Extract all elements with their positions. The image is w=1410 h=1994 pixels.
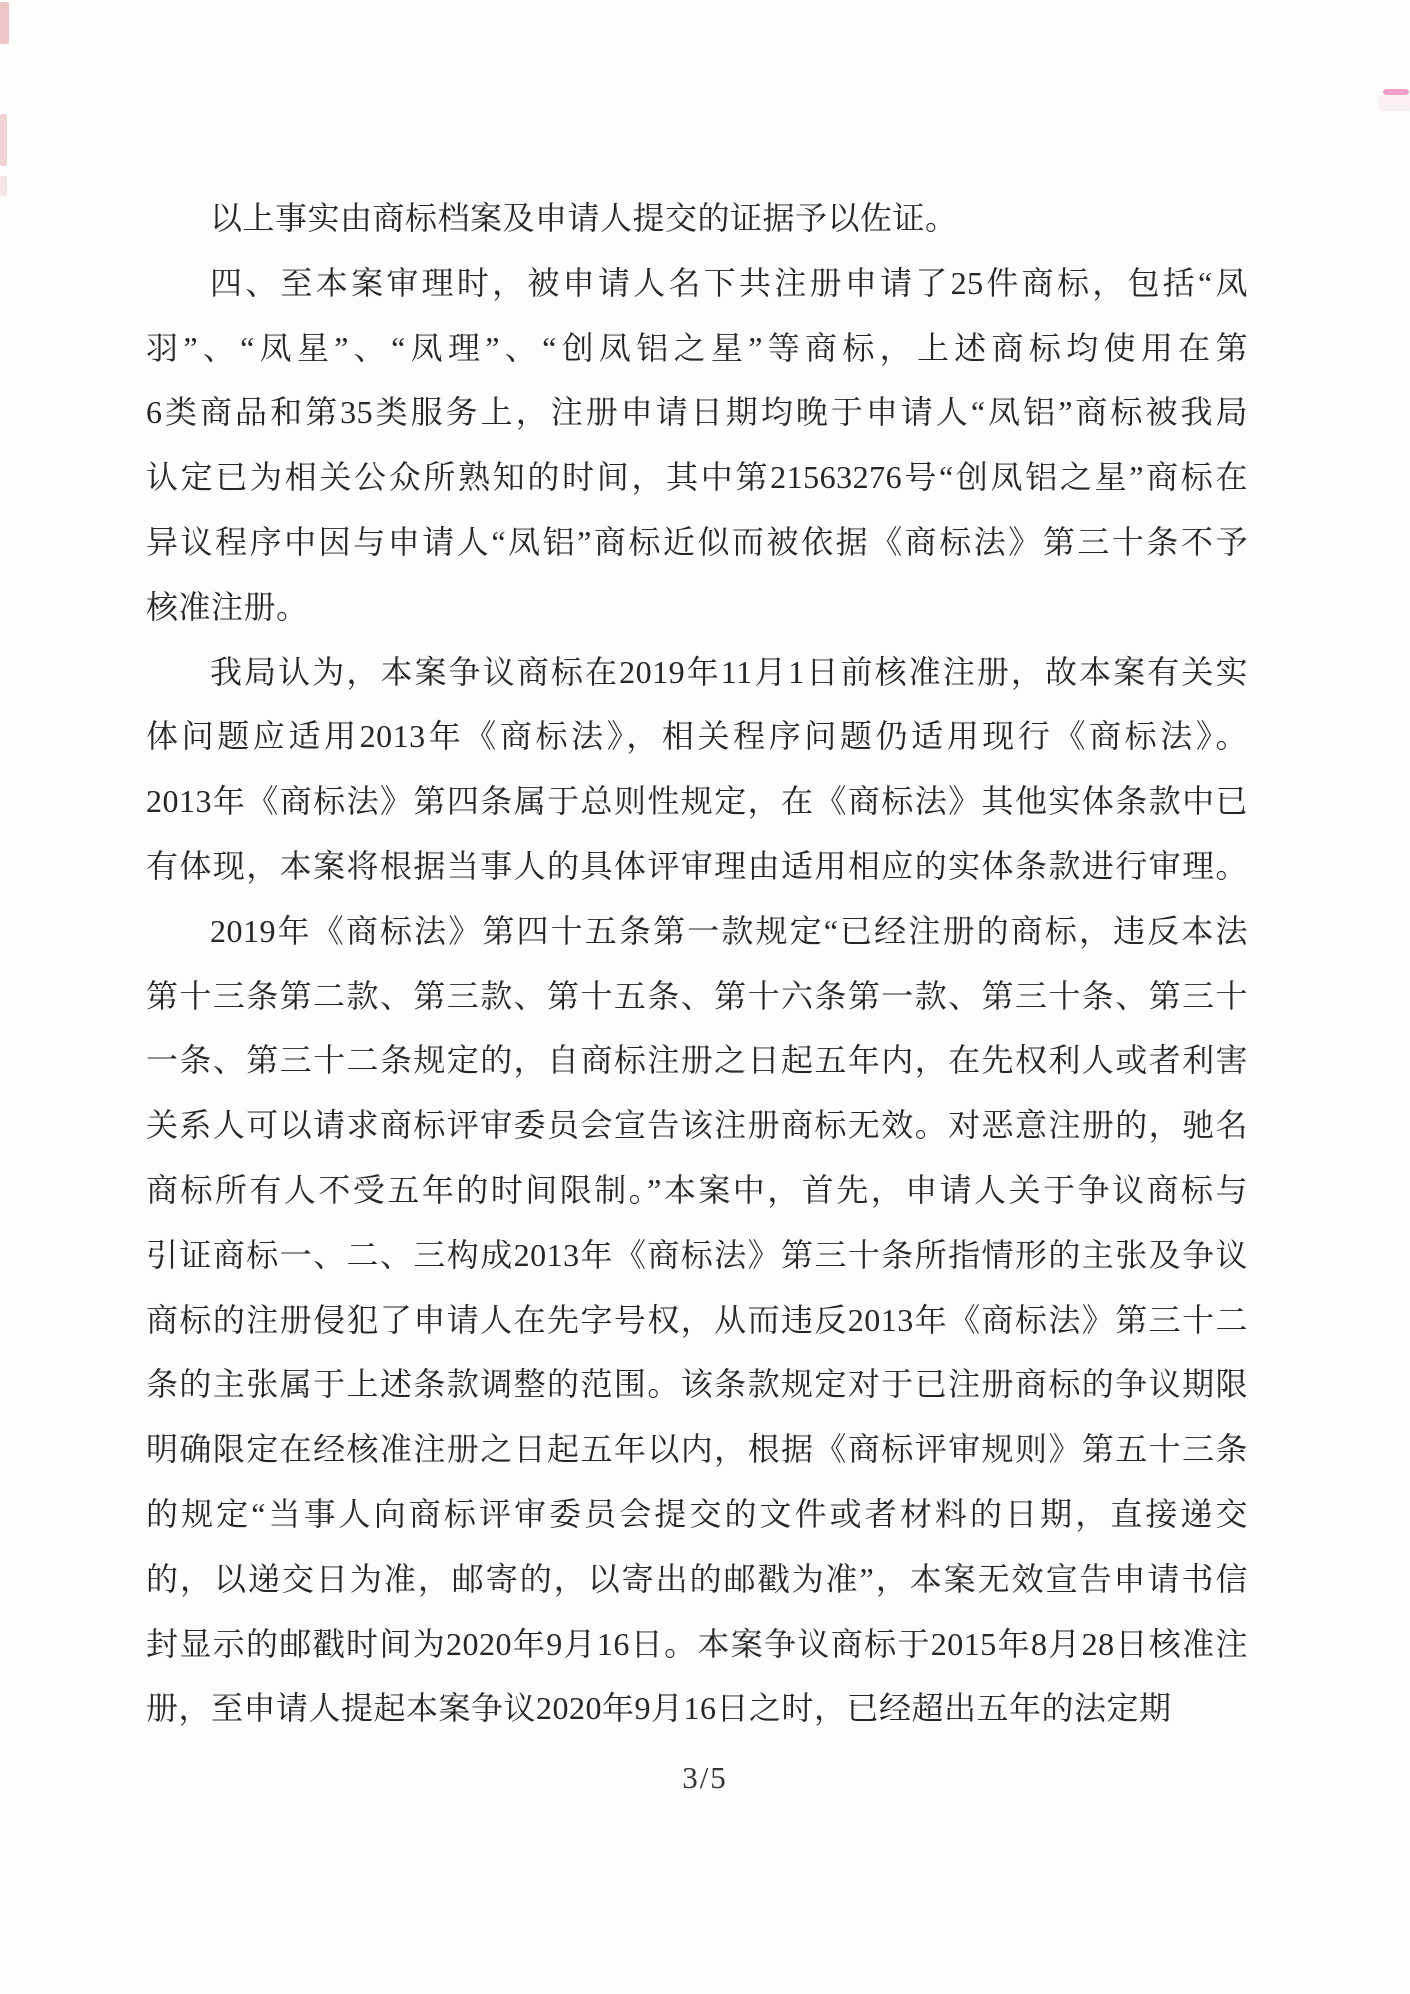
body-line: 条的主张属于上述条款调整的范围。该条款规定对于已注册商标的争议期限	[146, 1366, 1248, 1403]
body-line: 引证商标一、二、三构成2013年《商标法》第三十条所指情形的主张及争议	[146, 1236, 1248, 1273]
page-number: 3/5	[682, 1760, 728, 1795]
body-line: 我局认为，本案争议商标在2019年11月1日前核准注册，故本案有关实	[210, 653, 1248, 690]
body-line: 商标所有人不受五年的时间限制。”本案中，首先，申请人关于争议商标与	[146, 1171, 1248, 1208]
scan-smudge-mark	[0, 176, 7, 196]
body-line: 6类商品和第35类服务上，注册申请日期均晚于申请人“凤铝”商标被我局	[146, 394, 1248, 431]
highlighter-smudge-mark	[1378, 95, 1410, 111]
body-line: 册，至申请人提起本案争议2020年9月16日之时，已经超出五年的法定期	[146, 1690, 1172, 1727]
body-line: 四、至本案审理时，被申请人名下共注册申请了25件商标，包括“凤	[210, 264, 1248, 301]
body-line: 体问题应适用2013年《商标法》，相关程序问题仍适用现行《商标法》。	[146, 718, 1248, 755]
body-line: 2019年《商标法》第四十五条第一款规定“已经注册的商标，违反本法	[210, 912, 1248, 949]
body-line: 羽”、“凤星”、“凤理”、“创凤铝之星”等商标，上述商标均使用在第	[146, 329, 1248, 366]
scan-smudge-mark	[0, 114, 7, 166]
body-line: 有体现，本案将根据当事人的具体评审理由适用相应的实体条款进行审理。	[146, 847, 1248, 884]
body-line: 的规定“当事人向商标评审委员会提交的文件或者材料的日期，直接递交	[146, 1495, 1248, 1532]
body-line: 商标的注册侵犯了申请人在先字号权，从而违反2013年《商标法》第三十二	[146, 1301, 1248, 1338]
body-line: 一条、第三十二条规定的，自商标注册之日起五年内，在先权利人或者利害	[146, 1042, 1248, 1079]
document-body	[146, 186, 1248, 1741]
body-line: 认定已为相关公众所熟知的时间，其中第21563276号“创凤铝之星”商标在	[146, 459, 1248, 496]
body-line: 核准注册。	[146, 588, 309, 625]
scan-smudge-mark	[0, 2, 9, 44]
body-line: 第十三条第二款、第三款、第十五条、第十六条第一款、第三十条、第三十	[146, 977, 1248, 1014]
body-line: 2013年《商标法》第四条属于总则性规定，在《商标法》其他实体条款中已	[146, 783, 1248, 820]
body-line: 明确限定在经核准注册之日起五年以内，根据《商标评审规则》第五十三条	[146, 1431, 1248, 1468]
body-line: 关系人可以请求商标评审委员会宣告该注册商标无效。对恶意注册的，驰名	[146, 1107, 1248, 1144]
body-line: 的，以递交日为准，邮寄的，以寄出的邮戳为准”，本案无效宣告申请书信	[146, 1560, 1248, 1597]
body-line: 封显示的邮戳时间为2020年9月16日。本案争议商标于2015年8月28日核准注	[146, 1625, 1248, 1662]
body-line: 以上事实由商标档案及申请人提交的证据予以佐证。	[210, 200, 958, 236]
body-line: 异议程序中因与申请人“凤铝”商标近似而被依据《商标法》第三十条不予	[146, 523, 1248, 560]
